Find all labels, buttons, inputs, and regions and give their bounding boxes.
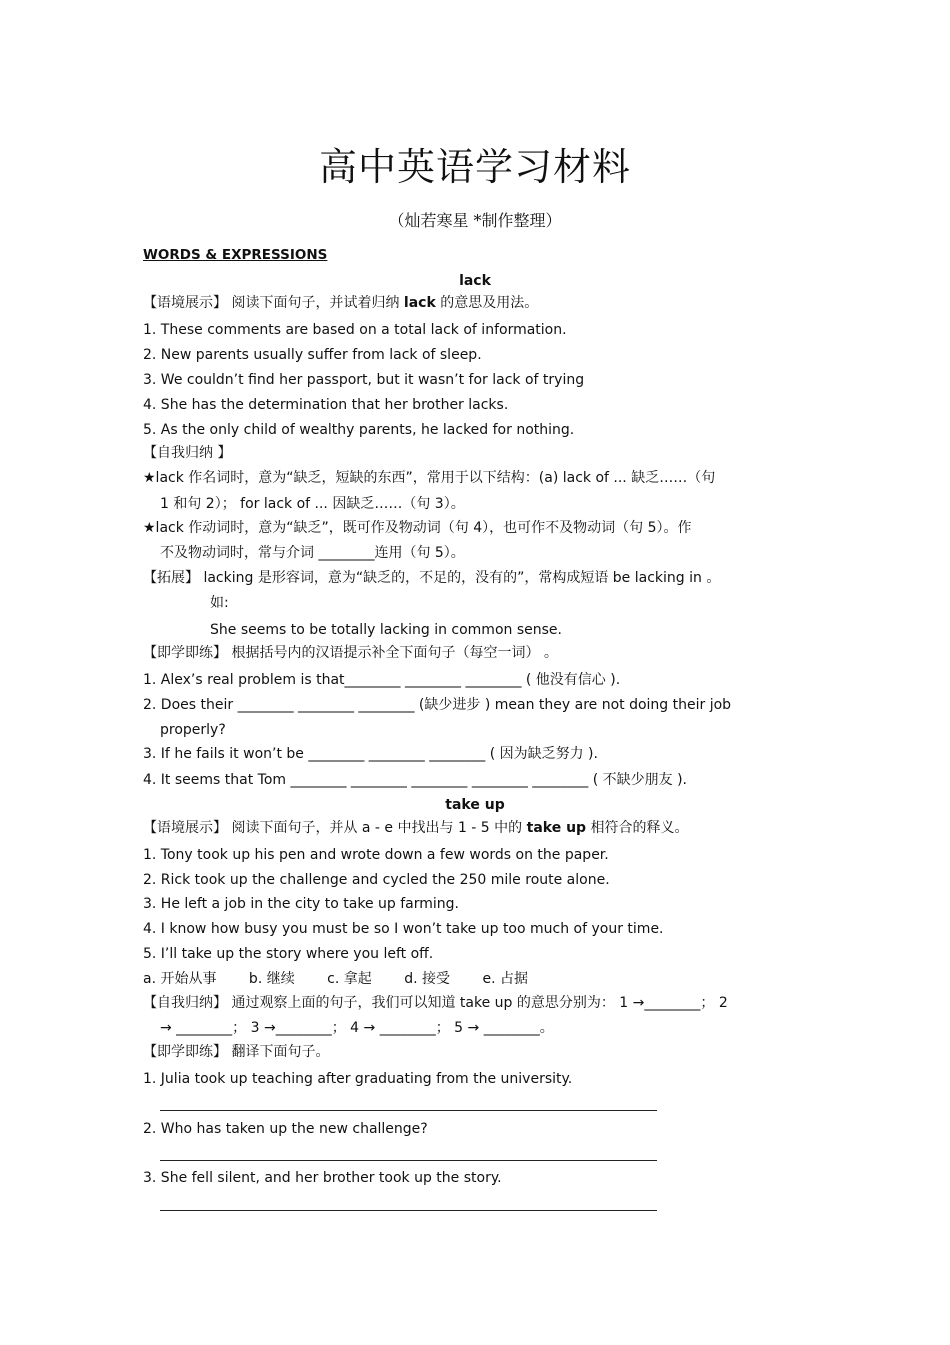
lack-summary-noun: ★lack 作名词时，意为“缺乏，短缺的东西”，常用于以下结构：(a) lack of ... 缺乏……（句: [143, 470, 716, 486]
lack-extend-cont: 如:: [210, 595, 229, 611]
takeup-heading: take up: [445, 797, 505, 813]
lack-summary-label: 【自我归纳 】: [143, 445, 232, 461]
takeup-summary-cont: → ________； 3 →________； 4 → ________； 5 → ________。: [160, 1020, 554, 1036]
lack-exercise: 1. Alex’s real problem is that________ ________ ________ ( 他没有信心 ).: [143, 672, 621, 688]
takeup-context-keyword: take up: [526, 820, 587, 836]
lack-sentence: 3. We couldn’t find her passport, but it wasn’t for lack of trying: [143, 372, 585, 388]
lack-exercise: 2. Does their ________ ________ ________ (缺少进步 ) mean they are not doing their job: [143, 697, 732, 713]
takeup-practice-label: 【即学即练】: [143, 1044, 227, 1060]
lack-exercise-cont: properly?: [160, 722, 226, 738]
answer-line: [160, 1210, 657, 1211]
takeup-context-line: [143, 818, 813, 838]
takeup-translation: 2. Who has taken up the new challenge?: [143, 1121, 428, 1137]
lack-sentence: 4. She has the determination that her brother lacks.: [143, 397, 509, 413]
takeup-practice-line: [143, 1042, 813, 1062]
takeup-translation: 3. She fell silent, and her brother took up the story.: [143, 1170, 502, 1186]
lack-practice-line: [143, 643, 813, 663]
lack-practice-label: 【即学即练】: [143, 645, 227, 661]
takeup-sentence: 1. Tony took up his pen and wrote down a few words on the paper.: [143, 847, 609, 863]
lack-context-text-post: 的意思及用法。: [440, 295, 539, 311]
takeup-summary: 【自我归纳】 通过观察上面的句子，我们可以知道 take up 的意思分别为： 1 →________； 2: [143, 995, 728, 1011]
lack-context-line: [143, 293, 813, 313]
takeup-sentence: 3. He left a job in the city to take up farming.: [143, 896, 460, 912]
lack-context-label: 【语境展示】: [143, 295, 227, 311]
takeup-options: a. 开始从事 b. 继续 c. 拿起 d. 接受 e. 占据: [143, 971, 528, 987]
lack-sentence: 1. These comments are based on a total lack of information.: [143, 322, 567, 338]
lack-extend: 【拓展】 lacking 是形容词，意为“缺乏的，不足的，没有的”，常构成短语 be lacking in 。: [143, 570, 721, 586]
lack-context-keyword: lack: [403, 295, 436, 311]
lack-sentence: 2. New parents usually suffer from lack of sleep.: [143, 347, 482, 363]
lack-summary-verb-cont: 不及物动词时，常与介词 ________连用（句 5）。: [160, 545, 465, 561]
page-subtitle: （灿若寒星 *制作整理）: [388, 211, 562, 230]
takeup-sentence: 5. I’ll take up the story where you left off.: [143, 946, 434, 962]
takeup-translation: 1. Julia took up teaching after graduating from the university.: [143, 1071, 573, 1087]
lack-exercise: 3. If he fails it won’t be ________ ________ ________ ( 因为缺乏努力 ).: [143, 746, 598, 762]
takeup-context-text: 阅读下面句子，并从 a - e 中找出与 1 - 5 中的: [231, 820, 523, 836]
lack-summary-noun-cont: 1 和句 2）； for lack of ... 因缺乏……（句 3）。: [160, 496, 465, 512]
takeup-context-text-post: 相符合的释义。: [590, 820, 689, 836]
lack-exercise: 4. It seems that Tom ________ ________ ________ ________ ________ ( 不缺少朋友 ).: [143, 772, 688, 788]
takeup-sentence: 4. I know how busy you must be so I won’t take up too much of your time.: [143, 921, 664, 937]
page-title: 高中英语学习材料: [318, 145, 631, 189]
lack-heading: lack: [459, 273, 491, 289]
section-heading: WORDS & EXPRESSIONS: [143, 247, 328, 263]
answer-line: [160, 1110, 657, 1111]
takeup-practice-instruction: 翻译下面句子。: [231, 1044, 330, 1060]
lack-summary-verb: ★lack 作动词时，意为“缺乏”，既可作及物动词（句 4），也可作不及物动词（句 5）。作: [143, 520, 692, 536]
takeup-context-label: 【语境展示】: [143, 820, 227, 836]
lack-context-text: 阅读下面句子，并试着归纳: [231, 295, 400, 311]
lack-practice-instruction: 根据括号内的汉语提示补全下面句子（每空一词） 。: [231, 645, 558, 661]
lack-extend-example: She seems to be totally lacking in common sense.: [210, 622, 562, 638]
answer-line: [160, 1160, 657, 1161]
takeup-sentence: 2. Rick took up the challenge and cycled the 250 mile route alone.: [143, 872, 610, 888]
lack-sentence: 5. As the only child of wealthy parents, he lacked for nothing.: [143, 422, 575, 438]
